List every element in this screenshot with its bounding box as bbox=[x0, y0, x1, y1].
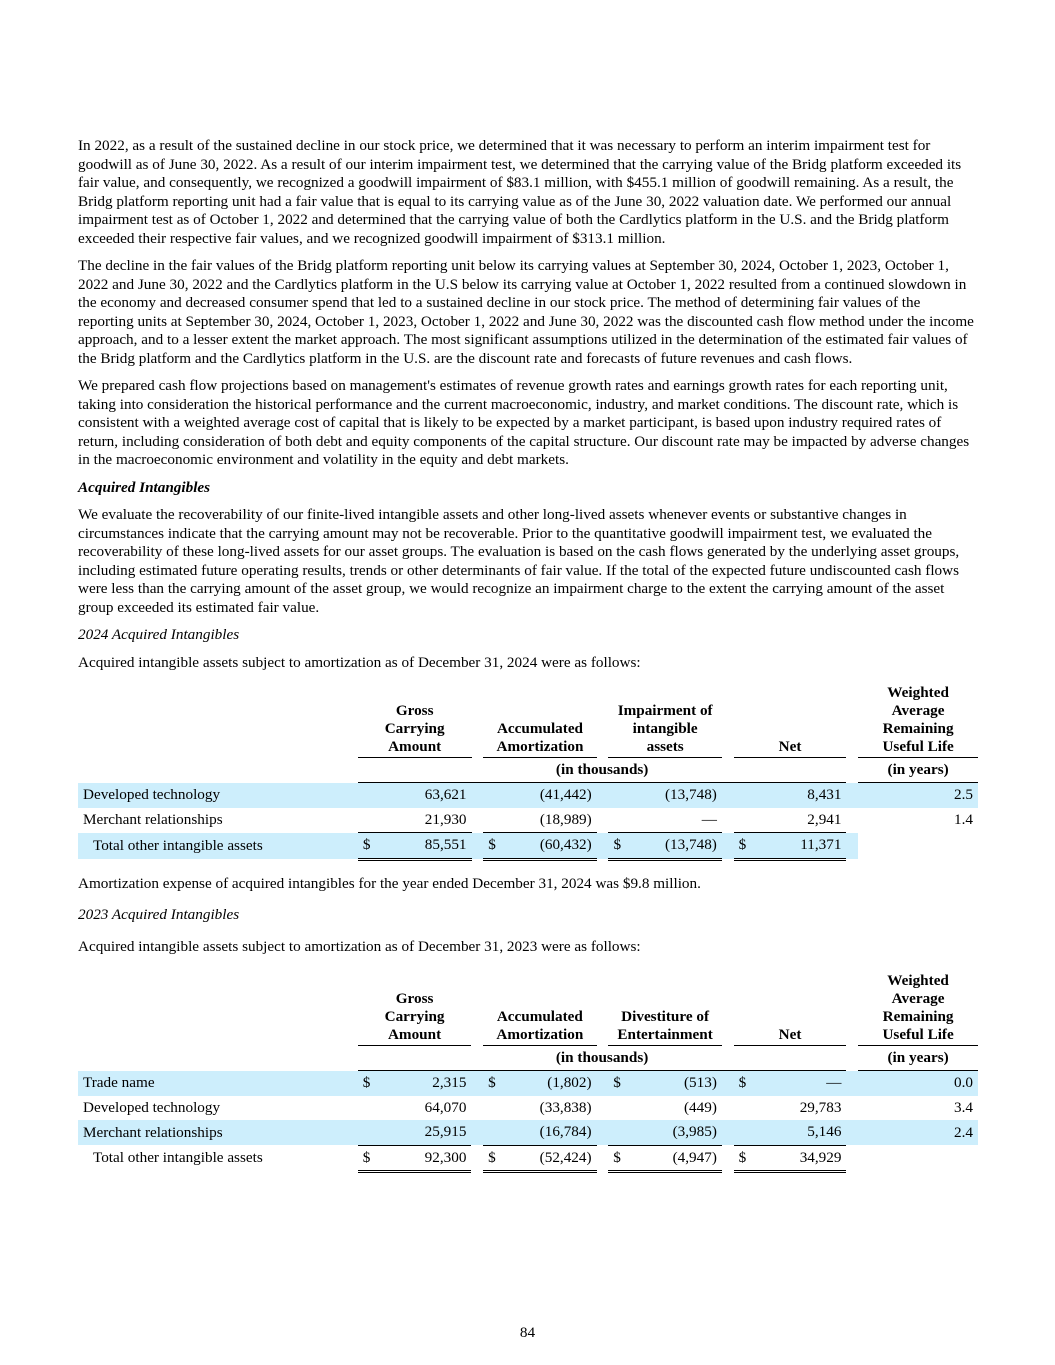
total-gross: 92,300 bbox=[424, 1148, 467, 1166]
intro-2023-table: Acquired intangible assets subject to amortization as of December 31, 2023 were as follows: bbox=[78, 937, 641, 955]
total-net: 34,929 bbox=[799, 1148, 842, 1166]
currency-symbol: $ bbox=[613, 836, 622, 854]
total-label: Total other intangible assets bbox=[93, 1149, 263, 1167]
cell-impairment: — bbox=[701, 810, 717, 828]
currency-symbol: $ bbox=[738, 836, 747, 854]
cell-net: 29,783 bbox=[799, 1098, 842, 1116]
units-years: (in years) bbox=[858, 1046, 978, 1071]
table-total-row bbox=[78, 1145, 978, 1172]
cell-net: 5,146 bbox=[734, 1120, 847, 1145]
cell-useful-life: 2.5 bbox=[858, 783, 978, 808]
cell-gross: 21,930 bbox=[424, 810, 467, 828]
currency-symbol: $ bbox=[488, 1148, 496, 1166]
cell-gross: 63,621 bbox=[358, 783, 472, 808]
header-net: Net bbox=[734, 972, 847, 1046]
paragraph-recoverability: We evaluate the recoverability of our finite-lived intangible assets and other long-lived assets whenever events or substantive changes in circumstances indicate that the carrying amount may not be recoverable. Prior to the quantitative goodwill impairment test, we evaluated the recoverability of these long-lived assets for our asset groups. The evaluation is based on the cash flows generated by the underlying asset groups, including estimated future operating results, trends or other determinants of fair value. If the total of the expected future undiscounted cash flows were less than the carrying amount of the asset group, we would recognize an impairment charge to the extent the carrying amount of the asset group exceeded its estimated fair value. bbox=[78, 506, 960, 616]
total-accumulated: (60,432) bbox=[539, 836, 592, 854]
amortization-2024-note: Amortization expense of acquired intangibles for the year ended December 31, 2024 was $9.8 million. bbox=[78, 874, 701, 892]
cell-divestiture: (513) bbox=[683, 1074, 717, 1092]
row-label: Developed technology bbox=[78, 783, 350, 808]
cell-net: 8,431 bbox=[734, 783, 847, 808]
total-net: 11,371 bbox=[800, 836, 842, 854]
header-accumulated: Accumulated Amortization bbox=[483, 972, 596, 1046]
total-label: Total other intangible assets bbox=[78, 833, 350, 860]
cell-accumulated: (1,802) bbox=[547, 1074, 592, 1092]
header-impairment: Impairment of intangible assets bbox=[608, 684, 721, 758]
header-gross: Gross Carrying Amount bbox=[358, 684, 472, 758]
units-thousands: (in thousands) bbox=[358, 1046, 847, 1071]
cell-net: — bbox=[826, 1074, 842, 1092]
section-heading-acquired-intangibles: Acquired Intangibles bbox=[78, 478, 211, 496]
currency-symbol: $ bbox=[613, 1074, 621, 1092]
units-years: (in years) bbox=[858, 758, 978, 783]
cell-useful-life: 3.4 bbox=[954, 1098, 973, 1116]
currency-symbol: $ bbox=[488, 1074, 496, 1092]
subheading-2023: 2023 Acquired Intangibles bbox=[78, 906, 240, 923]
paragraph-cash-flow-projections: We prepared cash flow projections based on management's estimates of revenue growth rates and earnings growth rates for each reporting unit, taking into consideration the historical performance and the current macroeconomic, industry, and market conditions. The discount rate, which is consistent with a weighted average cost of capital that is likely to be expected by a market participant, is based upon industry required rates of return, including consideration of both debt and equity components of the capital structure. Our discount rate may be impacted by adverse changes in the macroeconomic environment and volatility in the equity and debt markets. bbox=[78, 377, 970, 468]
header-divestiture: Divestiture of Entertainment bbox=[608, 972, 722, 1046]
total-impairment: (13,748) bbox=[664, 836, 717, 854]
cell-divestiture: (3,985) bbox=[608, 1120, 722, 1145]
currency-symbol: $ bbox=[738, 1148, 747, 1166]
total-gross: 85,551 bbox=[424, 836, 467, 854]
header-useful-life: Weighted Average Remaining Useful Life bbox=[858, 684, 978, 758]
row-label: Merchant relationships bbox=[78, 1120, 350, 1145]
intro-2024-table: Acquired intangible assets subject to amortization as of December 31, 2024 were as follows: bbox=[78, 653, 641, 671]
header-useful-life: Weighted Average Remaining Useful Life bbox=[858, 972, 978, 1046]
cell-accumulated: (41,442) bbox=[483, 783, 596, 808]
document-body bbox=[78, 137, 978, 1173]
cell-gross: 64,070 bbox=[424, 1098, 467, 1116]
table-row bbox=[78, 808, 978, 833]
currency-symbol: $ bbox=[362, 1148, 371, 1166]
total-accumulated: (52,424) bbox=[539, 1148, 592, 1166]
cell-accumulated: (18,989) bbox=[539, 810, 592, 828]
currency-symbol: $ bbox=[488, 836, 496, 854]
header-gross: Gross Carrying Amount bbox=[358, 972, 472, 1046]
table-total-row bbox=[78, 833, 978, 860]
currency-symbol: $ bbox=[613, 1148, 621, 1166]
table-row bbox=[78, 1096, 978, 1121]
table-row bbox=[78, 1120, 978, 1145]
cell-net: 2,941 bbox=[807, 810, 842, 828]
header-net: Net bbox=[734, 684, 847, 758]
intangibles-table-2023 bbox=[78, 972, 978, 1173]
subheading-2024: 2024 Acquired Intangibles bbox=[78, 626, 240, 643]
cell-gross: 25,915 bbox=[358, 1120, 472, 1145]
table-row bbox=[78, 783, 978, 808]
row-label: Merchant relationships bbox=[83, 811, 223, 828]
cell-useful-life: 1.4 bbox=[954, 811, 973, 828]
row-label: Developed technology bbox=[83, 1098, 221, 1116]
cell-accumulated: (33,838) bbox=[539, 1098, 592, 1116]
cell-impairment: (13,748) bbox=[608, 783, 721, 808]
cell-useful-life: 0.0 bbox=[858, 1071, 978, 1096]
header-accumulated: Accumulated Amortization bbox=[483, 684, 596, 758]
intangibles-table-2024 bbox=[78, 684, 978, 861]
row-label: Trade name bbox=[78, 1071, 350, 1096]
cell-accumulated: (16,784) bbox=[483, 1120, 596, 1145]
paragraph-goodwill-2022: In 2022, as a result of the sustained decline in our stock price, we determined that it was necessary to perform an interim impairment test for goodwill as of June 30, 2022. As a result of our interim impairment test, we determined that the carrying value of the Bridg platform exceeded its fair value, and consequently, we recognized a goodwill impairment of $83.1 million, with $455.1 million of goodwill remaining. As a result, the Bridg platform reporting unit had a fair value that is equal to its carrying value as of the June 30, 2022 valuation date. We performed our annual impairment test as of October 1, 2022 and determined that the carrying value of both the Cardlytics platform in the U.S. and the Bridg platform exceeded their respective fair values, and we recognized goodwill impairment of $313.1 million. bbox=[78, 137, 962, 247]
paragraph-fair-value-decline: The decline in the fair values of the Bridg platform reporting unit below its carrying values at September 30, 2024, October 1, 2023, October 1, 2022 and June 30, 2022 and the Cardlytics platform in the U.S below its carrying value at October 1, 2022 resulted from a continued slowdown in the economy and decreased consumer spend that led to a sustained decline in our stock price. The method of determining fair values of the reporting units at September 30, 2024, October 1, 2023, October 1, 2022 and June 30, 2022 was the discounted cash flow method under the income approach, and to a lesser extent the market approach. The most significant assumptions utilized in the determination of the estimated fair values of the Bridg platform and the Cardlytics platform in the U.S. are the discount rate and forecasts of future revenues and cash flows. bbox=[78, 257, 974, 367]
total-divestiture: (4,947) bbox=[672, 1148, 717, 1166]
currency-symbol: $ bbox=[362, 1074, 371, 1092]
cell-useful-life: 2.4 bbox=[858, 1120, 978, 1145]
table-row bbox=[78, 1071, 978, 1096]
currency-symbol: $ bbox=[738, 1074, 747, 1092]
cell-gross: 2,315 bbox=[432, 1074, 467, 1092]
page-number: 84 bbox=[519, 1324, 536, 1341]
units-thousands: (in thousands) bbox=[358, 758, 847, 783]
cell-divestiture: (449) bbox=[683, 1098, 717, 1116]
currency-symbol: $ bbox=[362, 836, 371, 854]
